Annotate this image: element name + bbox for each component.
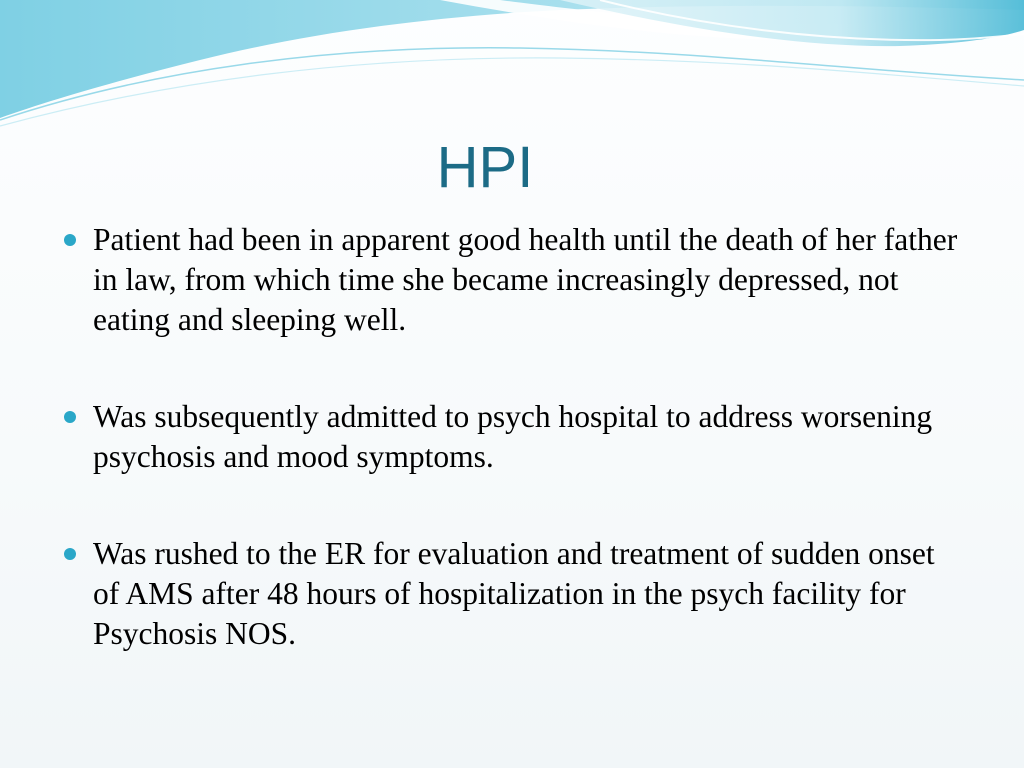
bullet-dot-icon	[64, 548, 76, 560]
bullet-list	[62, 220, 962, 654]
bullet-dot-icon	[64, 234, 76, 246]
bullet-item	[62, 220, 962, 340]
slide-title: HPI	[436, 135, 534, 200]
bullet-text: Patient had been in apparent good health until the death of her father in law, from which time she became increasingly depressed, not eating and sleeping well.	[93, 222, 958, 337]
header-wave-decoration	[0, 0, 1024, 130]
bullet-dot-icon	[64, 411, 76, 423]
bullet-item	[62, 397, 962, 477]
bullet-text: Was subsequently admitted to psych hospital to address worsening psychosis and mood symptoms.	[93, 399, 933, 474]
bullet-item	[62, 534, 962, 654]
bullet-text: Was rushed to the ER for evaluation and treatment of sudden onset of AMS after 48 hours of hospitalization in the psych facility for Psychosis NOS.	[93, 536, 935, 651]
